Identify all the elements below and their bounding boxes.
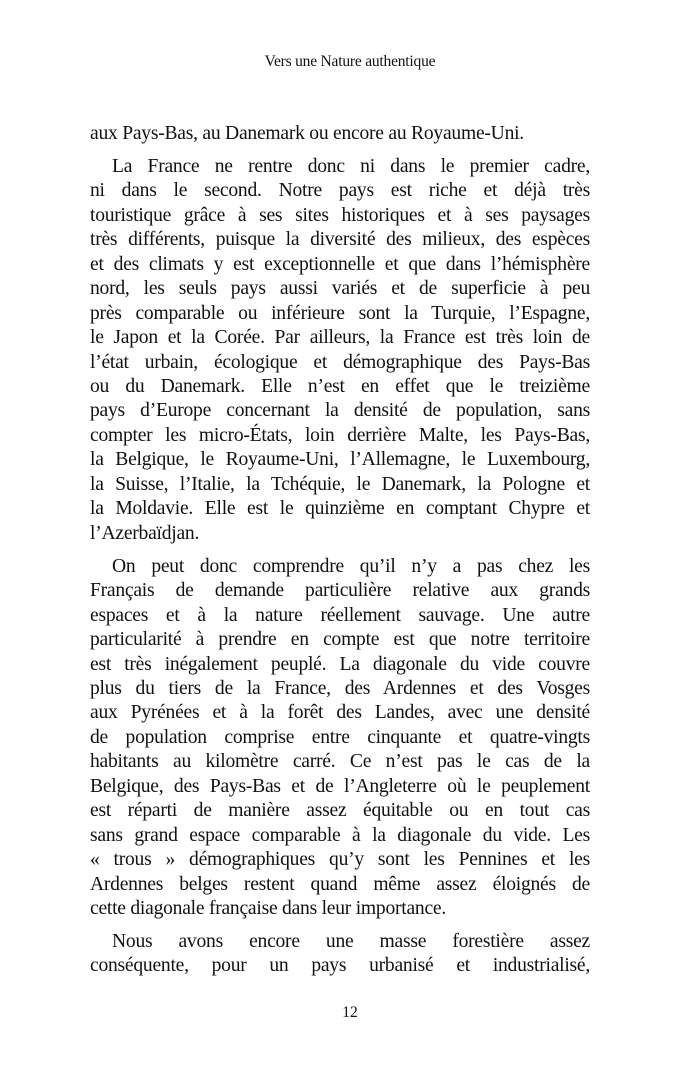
text-line: très différents, puisque la diversité des milieux, des espèces xyxy=(90,229,590,251)
text-line: particularité à prendre en compte est que notre territoire xyxy=(90,629,590,651)
text-line: ni dans le second. Notre pays est riche et déjà très xyxy=(90,180,590,202)
text-line: et des climats y est exceptionnelle et que dans l’hémisphère xyxy=(90,253,590,275)
text-line: « trous » démographiques qu’y sont les Pennines et les xyxy=(90,849,590,871)
text-line: On peut donc comprendre qu’il n’y a pas chez les xyxy=(112,555,590,577)
running-head: Vers une Nature authentique xyxy=(264,53,436,70)
text-line: ou du Danemark. Elle n’est en effet que le treizième xyxy=(90,376,590,398)
text-line: touristique grâce à ses sites historiques et à ses paysages xyxy=(90,204,590,226)
text-line: aux Pays-Bas, au Danemark ou encore au Royaume-Uni. xyxy=(90,123,524,144)
text-line: est très inégalement peuplé. La diagonale du vide couvre xyxy=(90,653,590,675)
text-line: habitants au kilomètre carré. Ce n’est pas le cas de la xyxy=(90,751,590,773)
text-line: cette diagonale française dans leur importance. xyxy=(90,898,446,920)
text-line: l’Azerbaïdjan. xyxy=(90,522,200,544)
paragraph-2 xyxy=(90,155,590,546)
text-line: aux Pyrénées et à la forêt des Landes, avec une densité xyxy=(90,702,590,724)
text-line: plus du tiers de la France, des Ardennes et des Vosges xyxy=(90,677,590,699)
text-line: l’état urbain, écologique et démographique des Pays-Bas xyxy=(90,351,590,373)
paragraph-3 xyxy=(90,555,590,922)
text-line: la Suisse, l’Italie, la Tchéquie, le Danemark, la Pologne et xyxy=(90,473,590,495)
text-line: Ardennes belges restent quand même assez éloignés de xyxy=(90,873,590,895)
text-line: Français de demande particulière relative aux grands xyxy=(90,580,590,602)
text-line: compter les micro-États, loin derrière Malte, les Pays-Bas, xyxy=(90,424,590,446)
text-line: la Belgique, le Royaume-Uni, l’Allemagne, le Luxembourg, xyxy=(90,449,590,471)
text-line: le Japon et la Corée. Par ailleurs, la France est très loin de xyxy=(90,327,590,349)
text-line: conséquente, pour un pays urbanisé et industrialisé, xyxy=(90,955,590,977)
text-line: Belgique, des Pays-Bas et de l’Angleterre où le peuplement xyxy=(90,775,590,797)
text-line: près comparable ou inférieure sont la Turquie, l’Espagne, xyxy=(90,302,590,324)
text-line: espaces et à la nature réellement sauvage. Une autre xyxy=(90,604,590,626)
text-line: nord, les seuls pays aussi variés et de superficie à peu xyxy=(90,278,590,300)
text-line: pays d’Europe concernant la densité de population, sans xyxy=(90,400,590,422)
text-line: La France ne rentre donc ni dans le premier cadre, xyxy=(112,155,590,177)
page-number: 12 xyxy=(342,1004,358,1021)
text-line: sans grand espace comparable à la diagonale du vide. Les xyxy=(90,824,590,846)
paragraph-4 xyxy=(90,930,590,979)
text-line: Nous avons encore une masse forestière assez xyxy=(112,931,590,952)
paragraph-1 xyxy=(90,122,590,146)
text-line: de population comprise entre cinquante et quatre-vingts xyxy=(90,726,590,748)
body-text xyxy=(90,122,590,987)
text-line: la Moldavie. Elle est le quinzième en comptant Chypre et xyxy=(90,498,590,520)
text-line: est réparti de manière assez équitable ou en tout cas xyxy=(90,800,590,822)
